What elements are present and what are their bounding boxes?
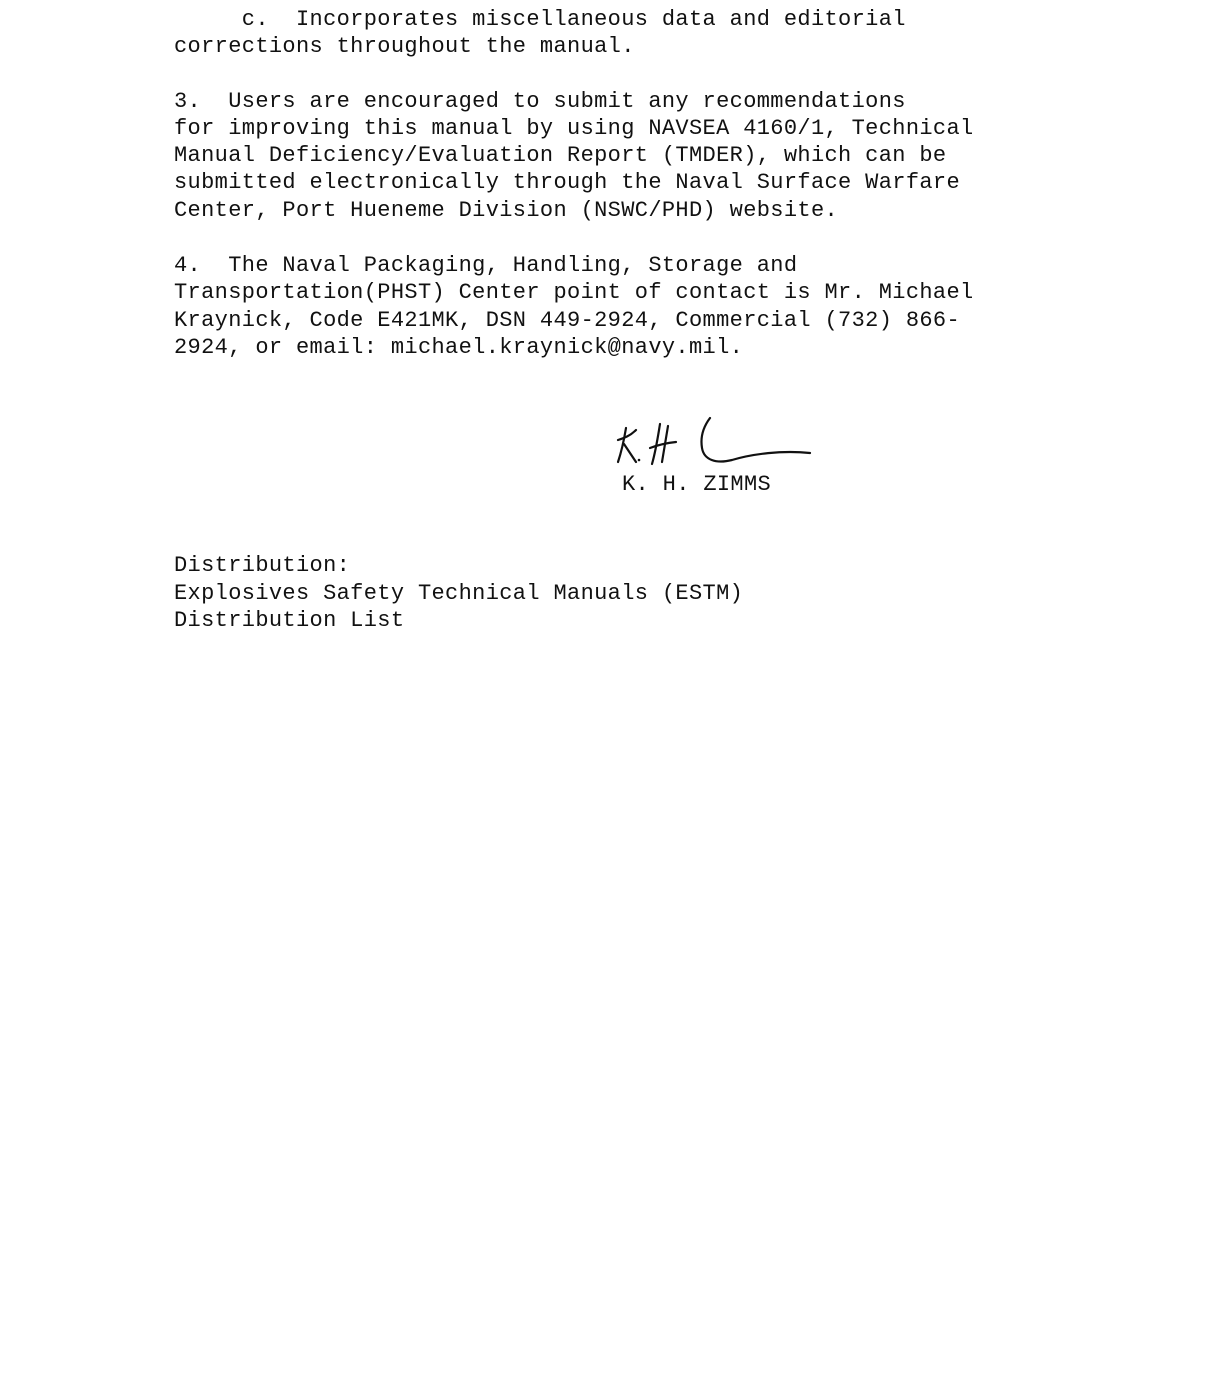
distribution-heading: Distribution:	[174, 553, 351, 578]
paragraph-4-line-2: Transportation(PHST) Center point of contact is Mr. Michael	[174, 280, 974, 305]
paragraph-3-line-2: for improving this manual by using NAVSEA 4160/1, Technical	[174, 116, 974, 141]
distribution-line-1: Explosives Safety Technical Manuals (ESTM)	[174, 581, 744, 606]
distribution-line-2: Distribution List	[174, 608, 405, 633]
paragraph-3-line-1: 3. Users are encouraged to submit any recommendations	[174, 89, 906, 114]
paragraph-c-line-1: c. Incorporates miscellaneous data and editorial	[174, 7, 906, 32]
paragraph-4-line-4: 2924, or email: michael.kraynick@navy.mil.	[174, 335, 744, 360]
paragraph-3-line-5: Center, Port Hueneme Division (NSWC/PHD) website.	[174, 198, 839, 223]
paragraph-4-line-1: 4. The Naval Packaging, Handling, Storage and	[174, 253, 798, 278]
signer-name: K. H. ZIMMS	[622, 472, 772, 497]
paragraph-4-line-3: Kraynick, Code E421MK, DSN 449-2924, Commercial (732) 866-	[174, 308, 961, 333]
paragraph-3-line-4: submitted electronically through the Naval Surface Warfare	[174, 170, 961, 195]
handwritten-signature	[612, 410, 817, 470]
paragraph-c-line-2: corrections throughout the manual.	[174, 34, 635, 59]
paragraph-3-line-3: Manual Deficiency/Evaluation Report (TMDER), which can be	[174, 143, 947, 168]
